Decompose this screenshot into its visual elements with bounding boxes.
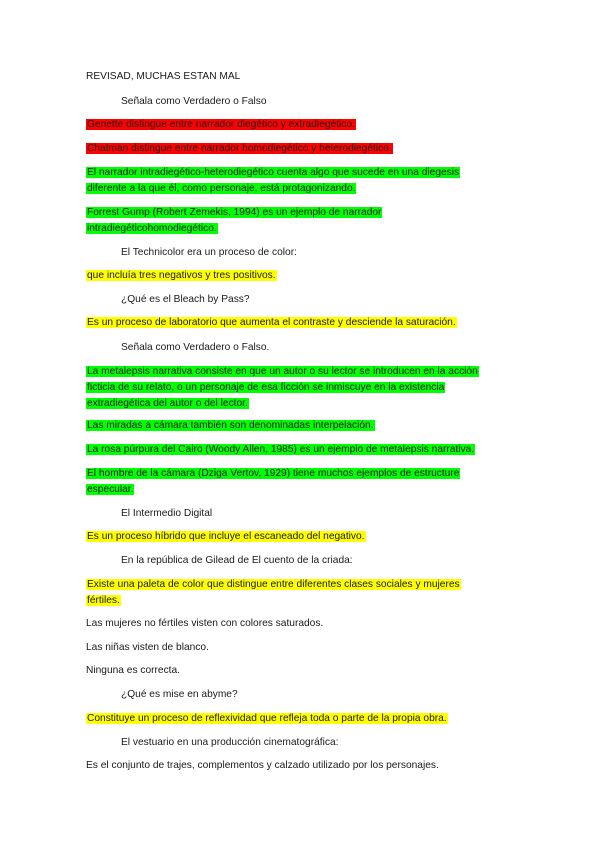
answer-yellow: fértiles.	[87, 595, 120, 606]
answer-green: La metalepsis narrativa consiste en que un autor o su lector se introducen en la acción	[87, 366, 478, 377]
answer-green: Forrest Gump (Robert Zemekis, 1994) es un ejemplo de narrador	[87, 207, 382, 218]
question-prompt: En la república de Gilead de El cuento de la criada:	[121, 555, 353, 566]
answer-plain: Es el conjunto de trajes, complementos y calzado utilizado por los personajes.	[86, 760, 439, 771]
answer-green: intradiegéticohomodiegético.	[87, 223, 217, 234]
document-header: REVISAD, MUCHAS ESTAN MAL	[86, 71, 241, 82]
answer-red: Genette distingue entre narrador diegético y extradiegético.	[87, 119, 355, 130]
question-prompt: ¿Qué es mise en abyme?	[121, 689, 238, 700]
answer-green: especular.	[87, 484, 134, 495]
question-prompt: Señala como Verdadero o Falso.	[121, 342, 270, 353]
answer-green: El hombre de la cámara (Dziga Vertov, 1929) tiene muchos ejemplos de estructure	[87, 468, 460, 479]
answer-yellow: Constituye un proceso de reflexividad que refleja toda o parte de la propia obra.	[87, 713, 447, 724]
answer-red: Chatman distingue entre narrador homodiegético y heterodiegético.	[87, 143, 392, 154]
answer-yellow: Es un proceso híbrido que incluye el escaneado del negativo.	[87, 531, 365, 542]
answer-green: Las miradas a cámara también son denominadas interpelación.	[87, 420, 374, 431]
answer-green: extradiegética del autor o del lector.	[87, 398, 248, 409]
answer-plain: Las mujeres no fértiles visten con colores saturados.	[86, 618, 324, 629]
question-prompt: El Technicolor era un proceso de color:	[121, 247, 297, 258]
answer-green: ficticia de su relato, o un personaje de esa ficción se inmiscuye en la existencia	[87, 382, 445, 393]
question-prompt: El Intermedio Digital	[121, 508, 213, 519]
question-prompt: El vestuario en una producción cinematográfica:	[121, 737, 339, 748]
answer-green: El narrador intradiegético-heterodiegético cuenta algo que sucede en una diegesis	[87, 167, 460, 178]
answer-green: diferente a la que él, como personaje, está protagonizando.	[87, 183, 356, 194]
question-prompt: ¿Qué es el Bleach by Pass?	[121, 294, 250, 305]
question-prompt: Señala como Verdadero o Falso	[121, 96, 267, 107]
answer-yellow: Existe una paleta de color que distingue entre diferentes clases sociales y mujeres	[87, 579, 460, 590]
answer-yellow: Es un proceso de laboratorio que aumenta el contraste y desciende la saturación.	[87, 317, 456, 328]
answer-yellow: que incluía tres negativos y tres positivos.	[87, 270, 276, 281]
answer-green: La rosa púrpura del Cairo (Woody Allen, 1985) es un ejemplo de metalepsis narrativa.	[87, 444, 475, 455]
answer-plain: Ninguna es correcta.	[86, 665, 181, 676]
answer-plain: Las niñas visten de blanco.	[86, 642, 209, 653]
